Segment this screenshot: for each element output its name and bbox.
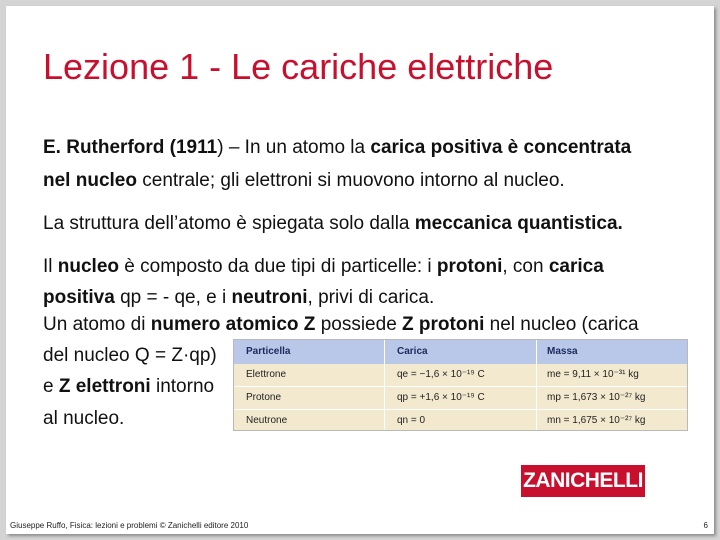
text-bold: positiva — [43, 287, 115, 308]
paragraph-4-line-4: al nucleo. — [43, 408, 125, 429]
table-cell: Protone — [246, 392, 282, 403]
text-bold: Z protoni — [402, 314, 485, 335]
text-bold: nel nucleo — [43, 170, 137, 191]
text-span: intorno — [150, 376, 215, 397]
text-bold: Z elettroni — [58, 376, 151, 397]
zanichelli-logo — [521, 465, 645, 497]
text-rutherford: E. Rutherford (1911 — [43, 137, 218, 158]
particles-table — [233, 339, 688, 431]
text-bold: neutroni — [231, 287, 308, 308]
page-number: 6 — [703, 521, 708, 530]
paragraph-3-line-1 — [43, 256, 604, 278]
paragraph-1-line-2 — [43, 170, 565, 192]
slide — [6, 6, 714, 534]
text-span: ) – In un atomo la — [217, 137, 371, 158]
table-cell: Elettrone — [246, 369, 287, 380]
text-bold: numero atomico Z — [150, 314, 316, 335]
table-row — [234, 410, 687, 431]
text-span: possiede — [315, 314, 403, 335]
footer-credit: Giuseppe Ruffo, Fisica: lezioni e problemi © Zanichelli editore 2010 — [10, 521, 249, 530]
text-span: è composto da due tipi di particelle: i — [119, 256, 437, 277]
table-cell: me = 9,11 × 10⁻³¹ kg — [547, 369, 639, 380]
text-span: Il — [43, 256, 58, 277]
table-header-cell: Carica — [397, 346, 428, 357]
paragraph-4-line-1 — [43, 314, 639, 336]
text-span: Un atomo di — [43, 314, 151, 335]
table-row — [234, 387, 687, 410]
paragraph-2 — [43, 213, 623, 235]
paragraph-1-line-1 — [43, 137, 631, 159]
table-header-row — [234, 340, 687, 364]
table-cell: mn = 1,675 × 10⁻²⁷ kg — [547, 415, 646, 426]
text-bold: nucleo — [57, 256, 120, 277]
table-header-cell: Particella — [246, 346, 291, 357]
table-cell: qn = 0 — [397, 415, 426, 426]
table-cell: qe = −1,6 × 10⁻¹⁹ C — [397, 369, 485, 380]
table-header-cell: Massa — [547, 346, 578, 357]
table-cell: mp = 1,673 × 10⁻²⁷ kg — [547, 392, 646, 403]
logo-text: ZANICHELLI — [523, 469, 643, 492]
table-divider — [384, 340, 385, 430]
text-span: , con — [502, 256, 549, 277]
text-bold: carica — [548, 256, 604, 277]
table-cell: qp = +1,6 × 10⁻¹⁹ C — [397, 392, 485, 403]
table-row — [234, 364, 687, 387]
text-span: , privi di carica. — [307, 287, 435, 308]
text-span: La struttura dell’atomo è spiegata solo dalla — [43, 213, 415, 234]
text-span: qp = - qe, e i — [114, 287, 232, 308]
paragraph-3-line-2 — [43, 287, 434, 309]
table-cell: Neutrone — [246, 415, 288, 426]
paragraph-4-line-2: del nucleo Q = Z·qp) — [43, 345, 217, 366]
paragraph-4-line-3 — [43, 376, 214, 398]
slide-title: Lezione 1 - Le cariche elettriche — [43, 46, 554, 87]
table-divider — [536, 340, 537, 430]
text-span: nel nucleo (carica — [484, 314, 639, 335]
text-bold: meccanica quantistica. — [414, 213, 623, 234]
text-bold: carica positiva è concentrata — [370, 137, 632, 158]
text-span: centrale; gli elettroni si muovono intorno al nucleo. — [136, 170, 565, 191]
text-bold: protoni — [436, 256, 503, 277]
text-span: e — [43, 376, 59, 397]
